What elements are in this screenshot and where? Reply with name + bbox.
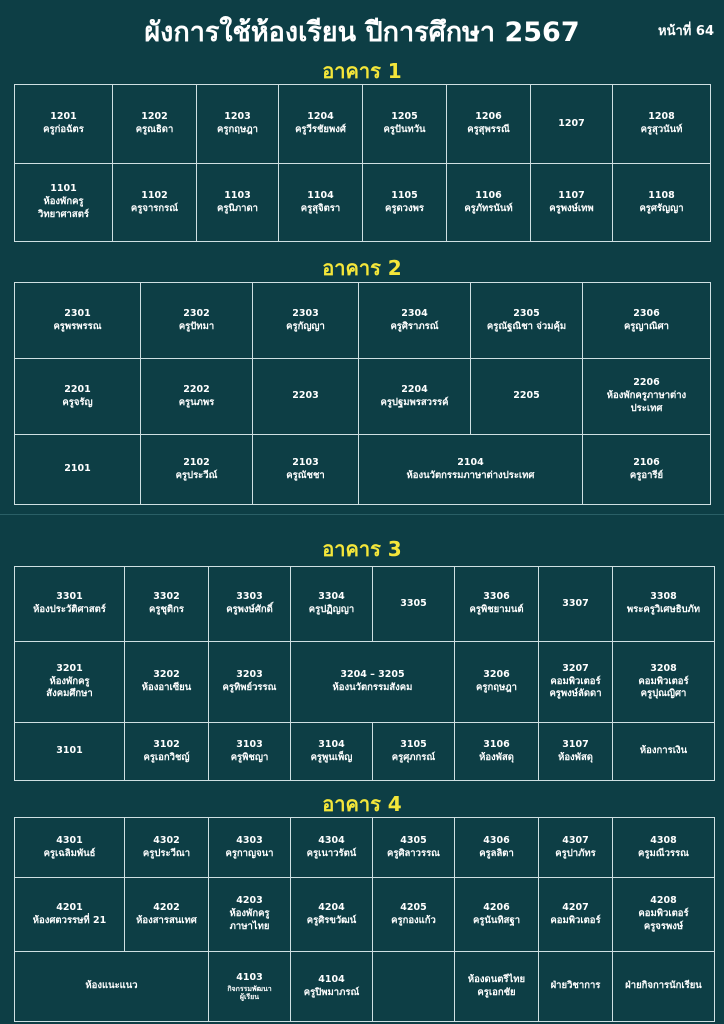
room-cell — [290, 641, 455, 723]
room-label: ห้องประวัติศาสตร์ — [33, 604, 106, 615]
room-label: ครูกฤษฎา — [217, 124, 258, 135]
room-cell — [112, 163, 197, 242]
room-number: 4208 — [650, 895, 677, 907]
room-cell — [612, 84, 711, 164]
room-cell — [14, 358, 141, 435]
room-number: 2205 — [513, 390, 540, 402]
room-label: ห้องพักครู — [229, 908, 270, 920]
room-number: 3303 — [236, 591, 263, 603]
room-label: ครูพงษ์เทพ — [549, 202, 594, 214]
room-number: 4103 — [236, 971, 263, 983]
room-cell — [372, 566, 455, 642]
room-cell — [208, 722, 291, 781]
room-label: ครูนิภาดา — [216, 202, 259, 214]
room-cell — [140, 282, 253, 359]
room-label: ห้องพักครู — [43, 196, 84, 208]
room-number: 3302 — [153, 591, 180, 603]
room-label: ห้องพัสดุ — [479, 751, 514, 763]
room-number: 3106 — [483, 738, 510, 750]
room-cell — [14, 817, 125, 878]
room-label: ครูพงษ์ศักดิ์ — [226, 604, 273, 615]
room-cell — [454, 722, 539, 781]
page-number: หน้าที่ 64 — [658, 24, 714, 39]
room-cell — [372, 817, 455, 878]
room-label: ครูกองแก้ว — [391, 914, 436, 926]
room-cell — [454, 817, 539, 878]
room-label: ครูศิราภรณ์ — [390, 320, 439, 332]
room-cell — [196, 84, 279, 164]
room-cell — [372, 722, 455, 781]
room-label: ครูดวงพร — [385, 202, 424, 214]
room-cell — [14, 641, 125, 723]
room-number: 4303 — [236, 834, 263, 846]
room-label: ครูพรพรรณ — [53, 320, 102, 332]
room-cell — [582, 282, 711, 359]
room-number: 4308 — [650, 834, 677, 846]
room-label: ครูวีรชัยพงศ์ — [295, 124, 346, 135]
room-label: ครูภัทรนันท์ — [464, 202, 513, 214]
room-number: 3202 — [153, 669, 180, 681]
room-cell — [14, 282, 141, 359]
room-number: 2306 — [633, 307, 660, 319]
room-cell — [612, 566, 715, 642]
room-number: 4204 — [318, 901, 345, 913]
room-label: ครูศรัญญา — [639, 202, 684, 214]
room-number: 2305 — [513, 307, 540, 319]
room-label: ครูลลิตา — [479, 847, 514, 859]
room-number: ห้องแนะแนว — [85, 980, 138, 992]
room-number: 4201 — [56, 901, 83, 913]
room-label: ครูก่อฉัตร — [43, 124, 84, 135]
room-label: ครูประวีณา — [142, 847, 191, 859]
room-label: ครูศิรขวัฒน์ — [306, 914, 357, 926]
room-cell — [290, 722, 373, 781]
room-label: ครูทิพย์วรรณ — [222, 682, 277, 693]
room-label: ครูกฤษฎา — [476, 682, 517, 693]
room-number: 3203 — [236, 669, 263, 681]
room-number: 3305 — [400, 597, 427, 609]
room-label: ครูปิพมาภรณ์ — [303, 986, 360, 998]
building-2-heading: อาคาร 2 — [322, 256, 402, 280]
room-number: 2201 — [64, 383, 91, 395]
room-number: 2106 — [633, 456, 660, 468]
room-label: ครูปัทมา — [178, 320, 215, 332]
room-cell — [358, 358, 471, 435]
room-number: 1201 — [50, 111, 77, 123]
room-label: ครูเอกชัย — [477, 986, 516, 998]
room-number: 3304 — [318, 591, 345, 603]
room-cell — [124, 722, 209, 781]
room-number: 2101 — [64, 463, 91, 475]
room-cell — [14, 566, 125, 642]
room-label: คอมพิวเตอร์ — [638, 675, 689, 687]
section-divider — [0, 514, 724, 515]
room-cell — [362, 163, 447, 242]
building-4-floorplan — [14, 817, 714, 1021]
room-label: ครูสุพรรณี — [467, 124, 510, 135]
room-label: ห้องพักครูภาษาต่าง — [606, 390, 687, 402]
room-number: 2303 — [292, 307, 319, 319]
room-label: คอมพิวเตอร์ — [550, 914, 601, 926]
room-cell — [14, 951, 209, 1022]
room-cell — [208, 877, 291, 952]
room-label: ผู้เรียน — [239, 992, 260, 1001]
room-cell — [278, 163, 363, 242]
room-number: 2202 — [183, 383, 210, 395]
room-number: 4202 — [153, 901, 180, 913]
room-number: 2206 — [633, 377, 660, 389]
room-number: 2203 — [292, 390, 319, 402]
room-cell — [538, 951, 613, 1022]
room-label: ครูปาภัทร — [555, 847, 596, 859]
room-number: 4307 — [562, 834, 589, 846]
room-number: ห้องการเงิน — [639, 745, 688, 757]
room-label: ห้องศตวรรษที่ 21 — [32, 914, 107, 926]
room-number: 2104 — [457, 456, 484, 468]
room-cell — [538, 641, 613, 723]
room-number: 3107 — [562, 738, 589, 750]
room-cell — [14, 877, 125, 952]
room-label: ครูณธิดา — [135, 124, 174, 135]
room-number: 1206 — [475, 111, 502, 123]
room-number: 1107 — [558, 189, 585, 201]
room-label: ครูปุณญิศา — [640, 688, 687, 700]
room-label: ครูปันทวัน — [383, 124, 426, 135]
room-label: ห้องสารสนเทศ — [136, 914, 197, 926]
room-label: ครูศิลาวรรณ — [387, 847, 440, 859]
room-cell — [538, 877, 613, 952]
room-number: 4203 — [236, 895, 263, 907]
room-number: 3102 — [153, 738, 180, 750]
room-number: 1101 — [50, 183, 77, 195]
room-cell — [612, 641, 715, 723]
room-label: ครูอารีย์ — [629, 469, 664, 481]
room-label: ครูญาณิศา — [623, 320, 670, 332]
room-number: 3101 — [56, 745, 83, 757]
room-cell — [582, 358, 711, 435]
room-cell — [612, 951, 715, 1022]
room-number: 3204 – 3205 — [340, 669, 405, 681]
room-cell — [612, 817, 715, 878]
room-cell — [196, 163, 279, 242]
room-number: 1108 — [648, 189, 675, 201]
room-label: ห้องพักครู — [49, 675, 90, 687]
room-label: สังคมศึกษา — [46, 688, 93, 700]
building-1-floorplan — [14, 84, 710, 241]
room-cell — [124, 641, 209, 723]
room-number: 4206 — [483, 901, 510, 913]
room-label: ครูเอกวิชญ์ — [143, 751, 190, 763]
room-label: ครูประวีณ์ — [175, 469, 218, 481]
room-cell — [208, 566, 291, 642]
room-label: ห้องนวัตกรรมภาษาต่างประเทศ — [406, 469, 535, 481]
room-cell — [470, 282, 583, 359]
room-cell — [278, 84, 363, 164]
room-number: ฝ่ายกิจการนักเรียน — [625, 980, 702, 992]
room-label: ครูณัฐณิชา จ่วมคุ้ม — [486, 320, 567, 332]
room-cell — [454, 641, 539, 723]
room-cell — [112, 84, 197, 164]
room-number: 3201 — [56, 662, 83, 674]
building-4-heading: อาคาร 4 — [322, 792, 402, 816]
room-number: 3104 — [318, 738, 345, 750]
room-number: 1205 — [391, 111, 418, 123]
room-cell — [124, 817, 209, 878]
room-label: ครูเฉลิมพันธ์ — [43, 847, 96, 859]
room-number: 2204 — [401, 383, 428, 395]
room-label: ครูสุจิตรา — [300, 202, 341, 214]
room-label: ภาษาไทย — [229, 920, 270, 932]
room-label: ห้องพัสดุ — [558, 751, 593, 763]
room-label: ครูจรัญ — [62, 396, 93, 408]
room-cell — [538, 566, 613, 642]
room-number: 1103 — [224, 189, 251, 201]
room-number: 2103 — [292, 456, 319, 468]
room-number: 3208 — [650, 662, 677, 674]
room-cell — [14, 434, 141, 505]
room-number: 1104 — [307, 189, 334, 201]
room-cell — [208, 641, 291, 723]
room-label: ครูศุภกรณ์ — [391, 751, 436, 763]
room-number: 4302 — [153, 834, 180, 846]
room-label: คอมพิวเตอร์ — [550, 675, 601, 687]
room-cell — [446, 84, 531, 164]
room-cell — [530, 84, 613, 164]
building-2-floorplan — [14, 282, 710, 504]
room-number: 3306 — [483, 591, 510, 603]
room-number: 1208 — [648, 111, 675, 123]
room-cell — [358, 434, 583, 505]
room-label: ครูปฐมพรสวรรค์ — [380, 396, 449, 408]
room-cell — [538, 722, 613, 781]
room-label: ครูเนาวรัตน์ — [306, 847, 357, 859]
room-number: 4207 — [562, 901, 589, 913]
room-number: 1102 — [141, 189, 168, 201]
room-cell — [372, 951, 455, 1022]
room-cell — [470, 358, 583, 435]
room-number: 3308 — [650, 591, 677, 603]
room-number: 2301 — [64, 307, 91, 319]
room-label: ห้องอาเซียน — [141, 682, 192, 693]
room-number: 3301 — [56, 591, 83, 603]
room-cell — [252, 434, 359, 505]
room-cell — [290, 566, 373, 642]
room-cell — [290, 877, 373, 952]
room-cell — [538, 817, 613, 878]
room-cell — [124, 877, 209, 952]
room-cell — [372, 877, 455, 952]
room-number: 1203 — [224, 111, 251, 123]
room-label: ครูชุติกร — [149, 604, 184, 615]
room-cell — [208, 951, 291, 1022]
room-label: ประเทศ — [630, 402, 663, 414]
room-number: ฝ่ายวิชาการ — [550, 980, 601, 992]
room-cell — [362, 84, 447, 164]
building-3-heading: อาคาร 3 — [322, 537, 402, 561]
room-label: ครูพงษ์ลัดดา — [549, 688, 602, 700]
room-number: 1207 — [558, 117, 585, 129]
room-cell — [358, 282, 471, 359]
building-1-heading: อาคาร 1 — [322, 59, 402, 83]
room-number: 2302 — [183, 307, 210, 319]
room-cell — [454, 566, 539, 642]
room-label: ครูพูนเพ็ญ — [310, 751, 353, 763]
room-cell — [290, 817, 373, 878]
room-cell — [446, 163, 531, 242]
room-label: ห้องนวัตกรรมสังคม — [332, 682, 413, 693]
room-number: 3207 — [562, 662, 589, 674]
room-number: 4104 — [318, 973, 345, 985]
room-cell — [454, 951, 539, 1022]
room-cell — [290, 951, 373, 1022]
room-label: ครูสุวนันท์ — [640, 124, 683, 135]
room-cell — [252, 358, 359, 435]
room-label: ครูมณีวรรณ — [638, 847, 689, 859]
room-label: ครูนันทิสฐา — [472, 914, 521, 926]
room-label: คอมพิวเตอร์ — [638, 908, 689, 920]
building-3-floorplan — [14, 566, 714, 780]
room-number: 2304 — [401, 307, 428, 319]
room-label: กิจกรรมพัฒนา — [227, 984, 272, 993]
room-cell — [612, 163, 711, 242]
room-number: 1106 — [475, 189, 502, 201]
room-cell — [582, 434, 711, 505]
room-cell — [612, 722, 715, 781]
room-cell — [252, 282, 359, 359]
room-number: ห้องดนตรีไทย — [467, 973, 526, 985]
room-cell — [612, 877, 715, 952]
room-cell — [124, 566, 209, 642]
room-cell — [454, 877, 539, 952]
room-number: 1105 — [391, 189, 418, 201]
room-cell — [140, 358, 253, 435]
room-number: 3105 — [400, 738, 427, 750]
room-cell — [530, 163, 613, 242]
room-label: ครูจรพงษ์ — [643, 920, 684, 932]
room-number: 2102 — [183, 456, 210, 468]
room-number: 4205 — [400, 901, 427, 913]
room-label: ครูณัชชา — [286, 469, 325, 481]
room-label: ครูพิชญา — [230, 751, 269, 763]
room-cell — [14, 84, 113, 164]
room-cell — [14, 163, 113, 242]
room-cell — [208, 817, 291, 878]
room-cell — [140, 434, 253, 505]
room-number: 4306 — [483, 834, 510, 846]
room-number: 3307 — [562, 597, 589, 609]
room-number: 4301 — [56, 834, 83, 846]
room-number: 4304 — [318, 834, 345, 846]
room-number: 1202 — [141, 111, 168, 123]
room-label: วิทยาศาสตร์ — [38, 208, 89, 220]
room-label: ครูนภพร — [178, 396, 215, 408]
room-number: 1204 — [307, 111, 334, 123]
room-label: ครูกัญญา — [286, 320, 325, 332]
room-label: ครูพิชยามนต์ — [469, 604, 524, 615]
room-label: ครูจารกรณ์ — [130, 202, 179, 214]
room-label: ครูกาญจนา — [225, 847, 274, 859]
room-label: ครูปฏิญญา — [308, 604, 355, 615]
page-title: ผังการใช้ห้องเรียน ปีการศึกษา 2567 — [144, 17, 580, 48]
room-label: พระครูวิเศษธิบภัท — [626, 604, 701, 615]
room-number: 3206 — [483, 669, 510, 681]
room-number: 3103 — [236, 738, 263, 750]
room-number: 4305 — [400, 834, 427, 846]
room-cell — [14, 722, 125, 781]
